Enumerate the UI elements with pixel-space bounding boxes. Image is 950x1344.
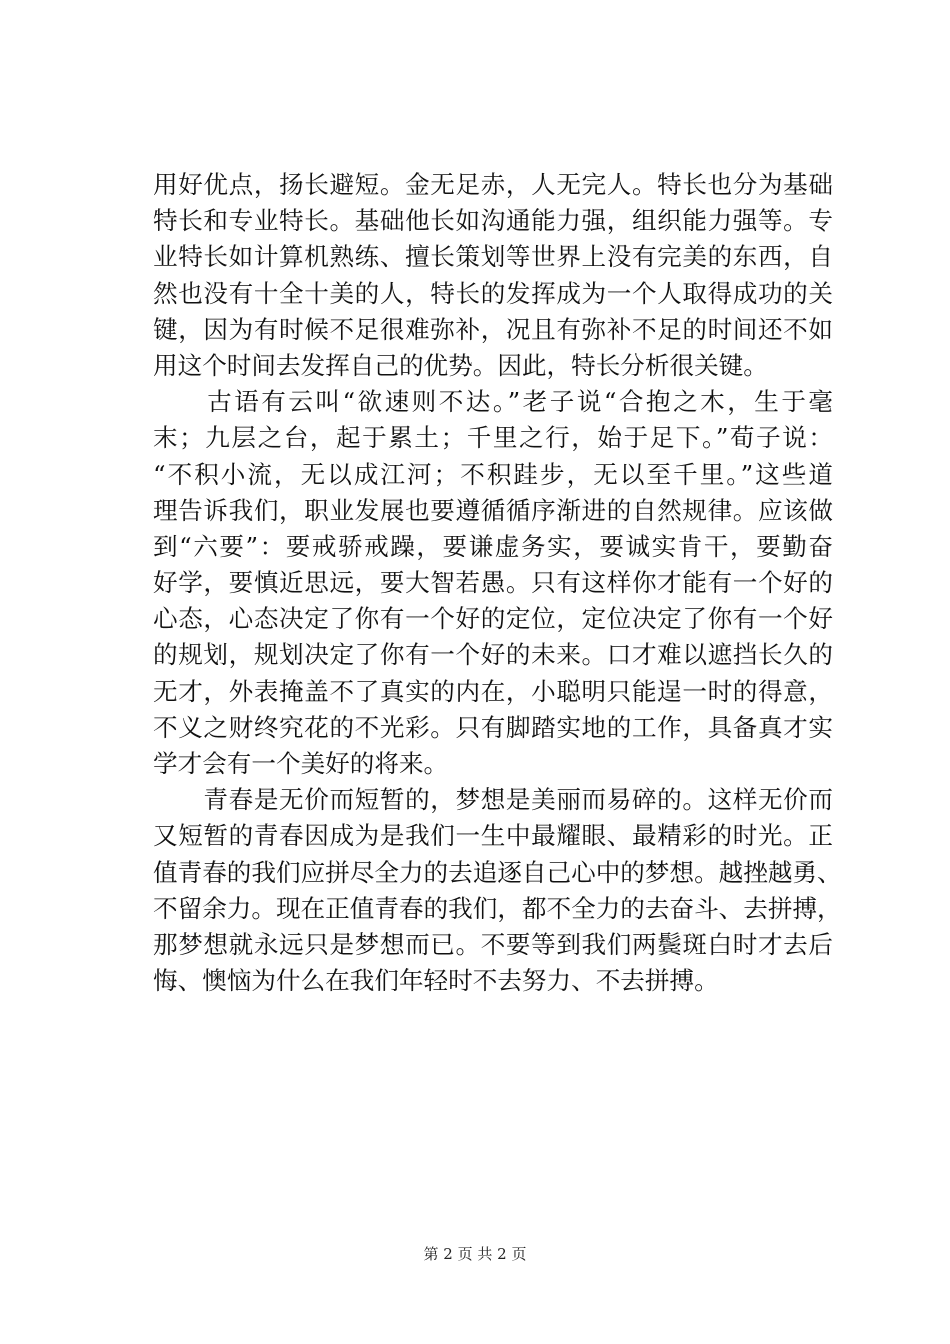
body-text [153, 167, 842, 999]
text-line: “不积小流，无以成江河；不积跬步，无以至千里。”这些道 [153, 459, 833, 489]
text-line: 键，因为有时候不足很难弥补，况且有弥补不足的时间还不如 [153, 314, 833, 344]
text-line: 用这个时间去发挥自己的优势。因此，特长分析很关键。 [153, 350, 768, 380]
text-line: 理告诉我们，职业发展也要遵循循序渐进的自然规律。应该做 [153, 495, 833, 525]
text-line: 末；九层之台，起于累土；千里之行，始于足下。”荀子说： [153, 423, 833, 453]
text-line: 好学，要慎近思远，要大智若愚。只有这样你才能有一个好的 [153, 568, 833, 598]
text-line: 那梦想就永远只是梦想而已。不要等到我们两鬓斑白时才去后 [153, 929, 833, 959]
text-line: 心态，心态决定了你有一个好的定位，定位决定了你有一个好 [153, 604, 833, 634]
text-line: 的规划，规划决定了你有一个好的未来。口才难以遮挡长久的 [153, 640, 833, 670]
text-line: 值青春的我们应拼尽全力的去追逐自己心中的梦想。越挫越勇、 [153, 857, 842, 887]
text-line: 不留余力。现在正值青春的我们，都不全力的去奋斗、去拼搏， [153, 893, 842, 923]
text-line: 业特长如计算机熟练、擅长策划等世界上没有完美的东西，自 [153, 242, 833, 272]
text-line: 然也没有十全十美的人，特长的发挥成为一个人取得成功的关 [153, 278, 833, 308]
text-line: 不义之财终究花的不光彩。只有脚踏实地的工作，具备真才实 [153, 712, 833, 742]
text-line: 又短暂的青春因成为是我们一生中最耀眼、最精彩的时光。正 [153, 821, 833, 851]
text-line: 学才会有一个美好的将来。 [153, 749, 449, 778]
text-line: 青春是无价而短暂的，梦想是美丽而易碎的。这样无价而 [153, 785, 833, 815]
text-line: 古语有云叫“欲速则不达。”老子说“合抱之木，生于毫 [153, 387, 833, 417]
text-line: 用好优点，扬长避短。金无足赤，人无完人。特长也分为基础 [153, 170, 833, 199]
page-number-footer: 第 2 页 共 2 页 [423, 1245, 527, 1263]
text-line: 特长和专业特长。基础他长如沟通能力强，组织能力强等。专 [153, 206, 833, 236]
text-line: 悔、懊恼为什么在我们年轻时不去努力、不去拼搏。 [153, 966, 719, 996]
text-line: 到“六要”：要戒骄戒躁，要谦虚务实，要诚实肯干，要勤奋 [153, 531, 833, 561]
text-line: 无才，外表掩盖不了真实的内在，小聪明只能逞一时的得意， [153, 676, 833, 706]
